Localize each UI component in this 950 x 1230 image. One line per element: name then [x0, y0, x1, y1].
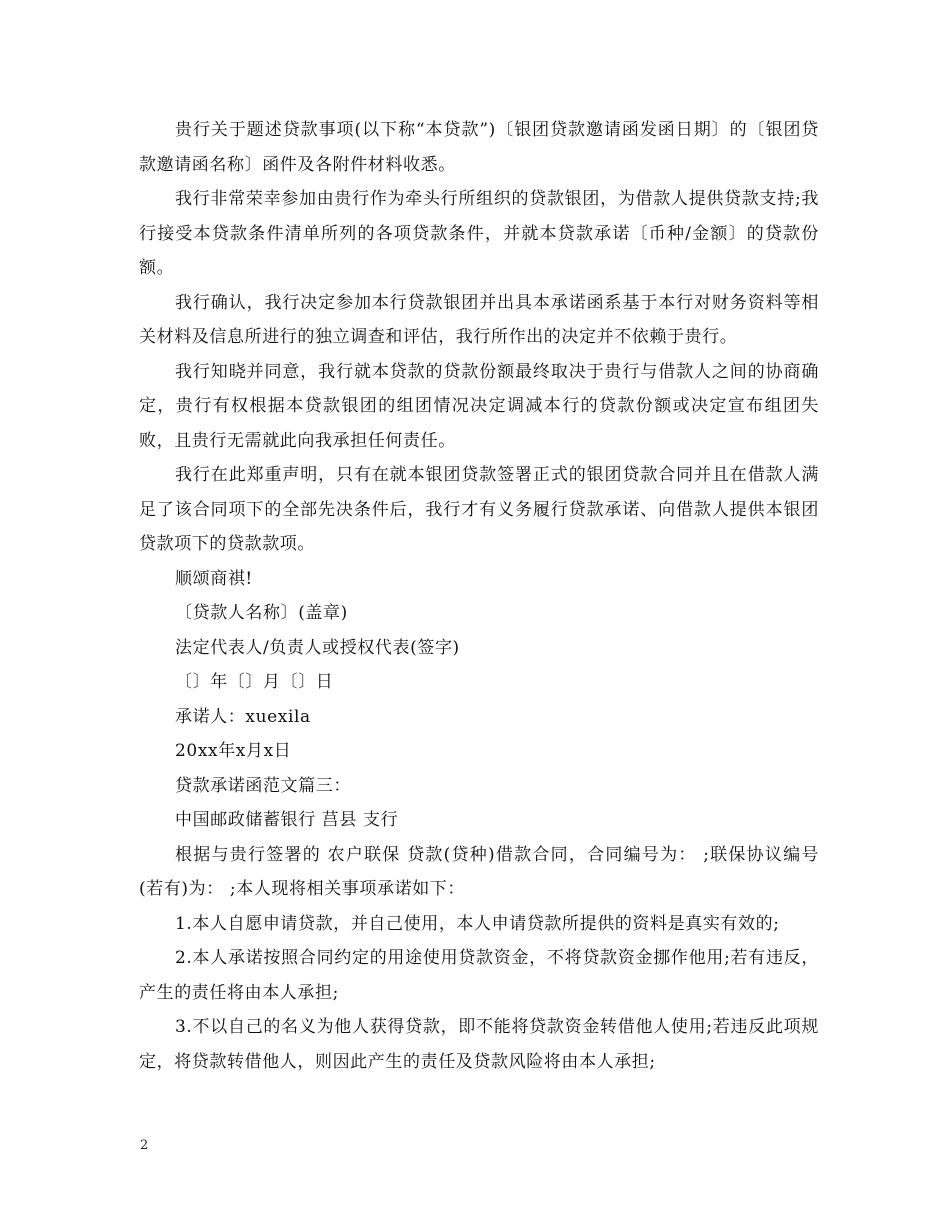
- paragraph: 我行在此郑重声明，只有在就本银团贷款签署正式的银团贷款合同并且在借款人满足了该合同项下的全部先决条件后，我行才有义务履行贷款承诺、向借款人提供本银团贷款项下的贷款款项。: [139, 465, 819, 554]
- list-item: 2.本人承诺按照合同约定的用途使用贷款资金，不将贷款资金挪作他用;若有违反，产生的责任将由本人承担;: [139, 948, 819, 1003]
- page-number: 2: [140, 1138, 149, 1153]
- date-line: 〔〕年〔〕月〔〕日: [175, 672, 334, 692]
- date-line: 20xx年x月x日: [175, 741, 292, 761]
- paragraph: 根据与贵行签署的 农户联保 贷款(贷种)借款合同，合同编号为： ;联保协议编号(若有)为： ;本人现将相关事项承诺如下：: [139, 844, 819, 899]
- closing-line: 顺颂商祺!: [175, 568, 253, 589]
- signatory-line: 法定代表人/负责人或授权代表(签字): [175, 637, 460, 658]
- lender-name-line: 〔贷款人名称〕(盖章): [175, 603, 348, 623]
- paragraph: 我行非常荣幸参加由贵行作为牵头行所组织的贷款银团，为借款人提供贷款支持;我行接受本贷款条件清单所列的各项贷款条件，并就本贷款承诺〔币种/金额〕的贷款份额。: [139, 189, 819, 278]
- list-item: 1.本人自愿申请贷款，并自己使用，本人申请贷款所提供的资料是真实有效的;: [175, 913, 780, 934]
- addressee-line: 中国邮政储蓄银行 莒县 支行: [175, 810, 399, 830]
- promisor-line: 承诺人：xuexila: [175, 706, 311, 727]
- paragraph: 我行知晓并同意，我行就本贷款的贷款份额最终取决于贵行与借款人之间的协商确定，贵行有权根据本贷款银团的组团情况决定调减本行的贷款份额或决定宣布组团失败，且贵行无需就此向我承担任何责任。: [139, 361, 819, 451]
- section-heading: 贷款承诺函范文篇三：: [175, 775, 351, 796]
- list-item: 3.不以自己的名义为他人获得贷款，即不能将贷款资金转借他人使用;若违反此项规定，将贷款转借他人，则因此产生的责任及贷款风险将由本人承担;: [139, 1017, 819, 1072]
- paragraph: 贵行关于题述贷款事项(以下称“本贷款”)〔银团贷款邀请函发函日期〕的〔银团贷款邀请函名称〕函件及各附件材料收悉。: [139, 120, 819, 175]
- document-body: [139, 113, 819, 1079]
- paragraph: 我行确认，我行决定参加本行贷款银团并出具本承诺函系基于本行对财务资料等相关材料及信息所进行的独立调查和评估，我行所作出的决定并不依赖于贵行。: [139, 292, 819, 347]
